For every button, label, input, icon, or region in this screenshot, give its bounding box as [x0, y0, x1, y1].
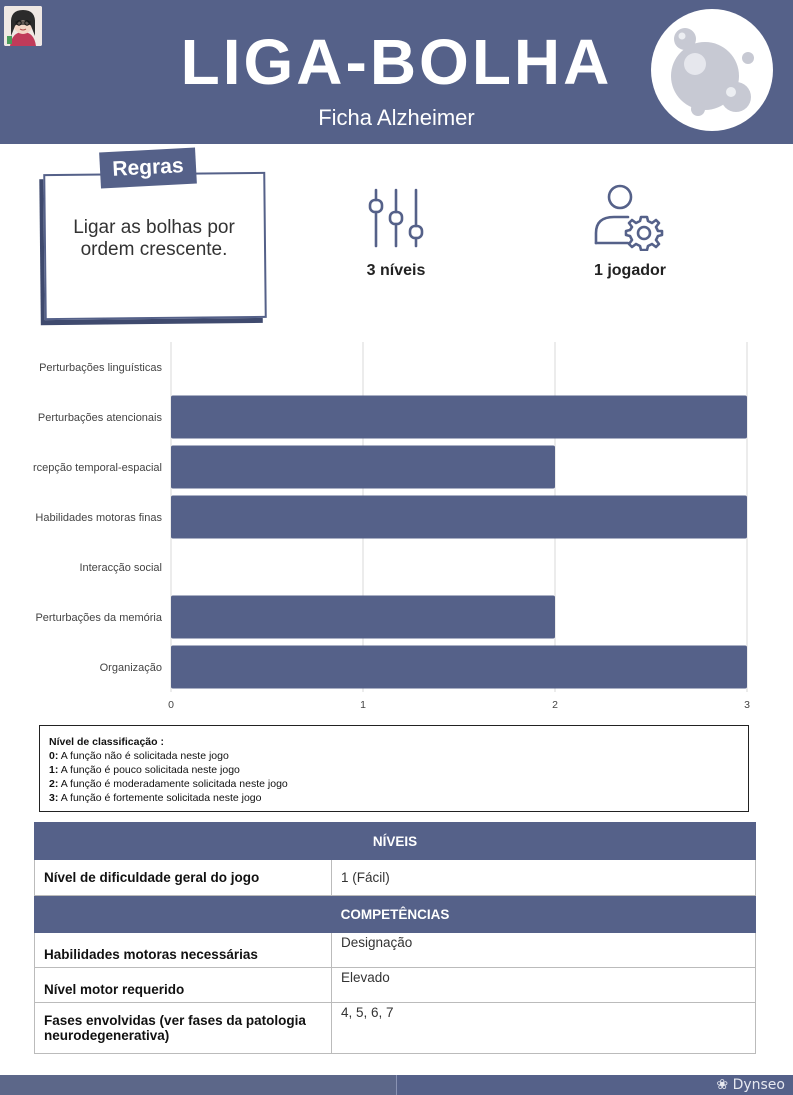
levels-header-row — [35, 823, 756, 860]
table-row — [35, 860, 756, 896]
difficulty-value: 1 (Fácil) — [332, 860, 756, 896]
table-row-value: Designação — [332, 933, 756, 968]
table-row-label: Habilidades motoras necessárias — [35, 933, 332, 968]
bubbles-icon — [650, 8, 774, 132]
table-row-value: 4, 5, 6, 7 — [332, 1003, 756, 1054]
levels-header: NÍVEIS — [35, 823, 756, 860]
sliders-icon — [364, 186, 428, 250]
category-label: Habilidades motoras finas — [35, 512, 162, 524]
legend-item: 0: A função não é solicitada neste jogo — [49, 750, 229, 762]
page-title: LIGA-BOLHA — [180, 26, 613, 98]
info-table — [34, 822, 756, 1054]
bar — [171, 496, 747, 539]
legend-item: 2: A função é moderadamente solicitada neste jogo — [49, 778, 288, 790]
table-row — [35, 1003, 756, 1054]
table-row-label: Fases envolvidas (ver fases da patologia neurodegenerativa) — [35, 1003, 332, 1054]
skills-bar-chart — [0, 330, 793, 720]
category-label: Perturbações da memória — [35, 612, 162, 624]
legend-item: 1: A função é pouco solicitada neste jogo — [49, 764, 240, 776]
category-label: Organização — [99, 662, 162, 674]
brand-name: Dynseo — [732, 1077, 785, 1093]
bar — [171, 396, 747, 439]
x-tick-label: 3 — [744, 699, 750, 711]
brand-logo — [716, 1076, 785, 1094]
category-label: Perturbações linguísticas — [39, 362, 162, 374]
bubbles-logo — [650, 8, 774, 132]
legend-item: 3: A função é fortemente solicitada neste jogo — [49, 792, 262, 804]
rating-legend — [39, 725, 749, 812]
table-row — [35, 933, 756, 968]
players-label: 1 jogador — [593, 262, 666, 279]
levels-label: 3 níveis — [366, 262, 426, 279]
x-tick-label: 2 — [552, 699, 558, 711]
skills-header: COMPETÊNCIAS — [35, 896, 756, 933]
bar — [171, 596, 555, 639]
footer-segment — [0, 1075, 397, 1095]
page-header — [0, 0, 793, 144]
table-row — [35, 968, 756, 1003]
rules-text: Ligar as bolhas por ordem crescente. — [73, 217, 235, 260]
table-row-label: Nível motor requerido — [35, 968, 332, 1003]
bar — [171, 646, 747, 689]
legend-title: Nível de classificação : — [49, 736, 164, 748]
skills-header-row — [35, 896, 756, 933]
page-subtitle: Ficha Alzheimer — [318, 105, 475, 130]
x-tick-label: 1 — [360, 699, 366, 711]
page-footer — [0, 1075, 793, 1095]
bar — [171, 446, 555, 489]
table-row-value: Elevado — [332, 968, 756, 1003]
category-label: Interacção social — [79, 562, 162, 574]
x-tick-label: 0 — [168, 699, 174, 711]
difficulty-label: Nível de dificuldade geral do jogo — [35, 860, 332, 896]
brain-icon: ❀ — [716, 1077, 729, 1093]
category-label: Perturbações atencionais — [37, 412, 162, 424]
category-label: rcepção temporal-espacial — [32, 462, 162, 474]
rules-tab: Regras — [99, 148, 197, 189]
user-settings-icon — [592, 183, 664, 251]
